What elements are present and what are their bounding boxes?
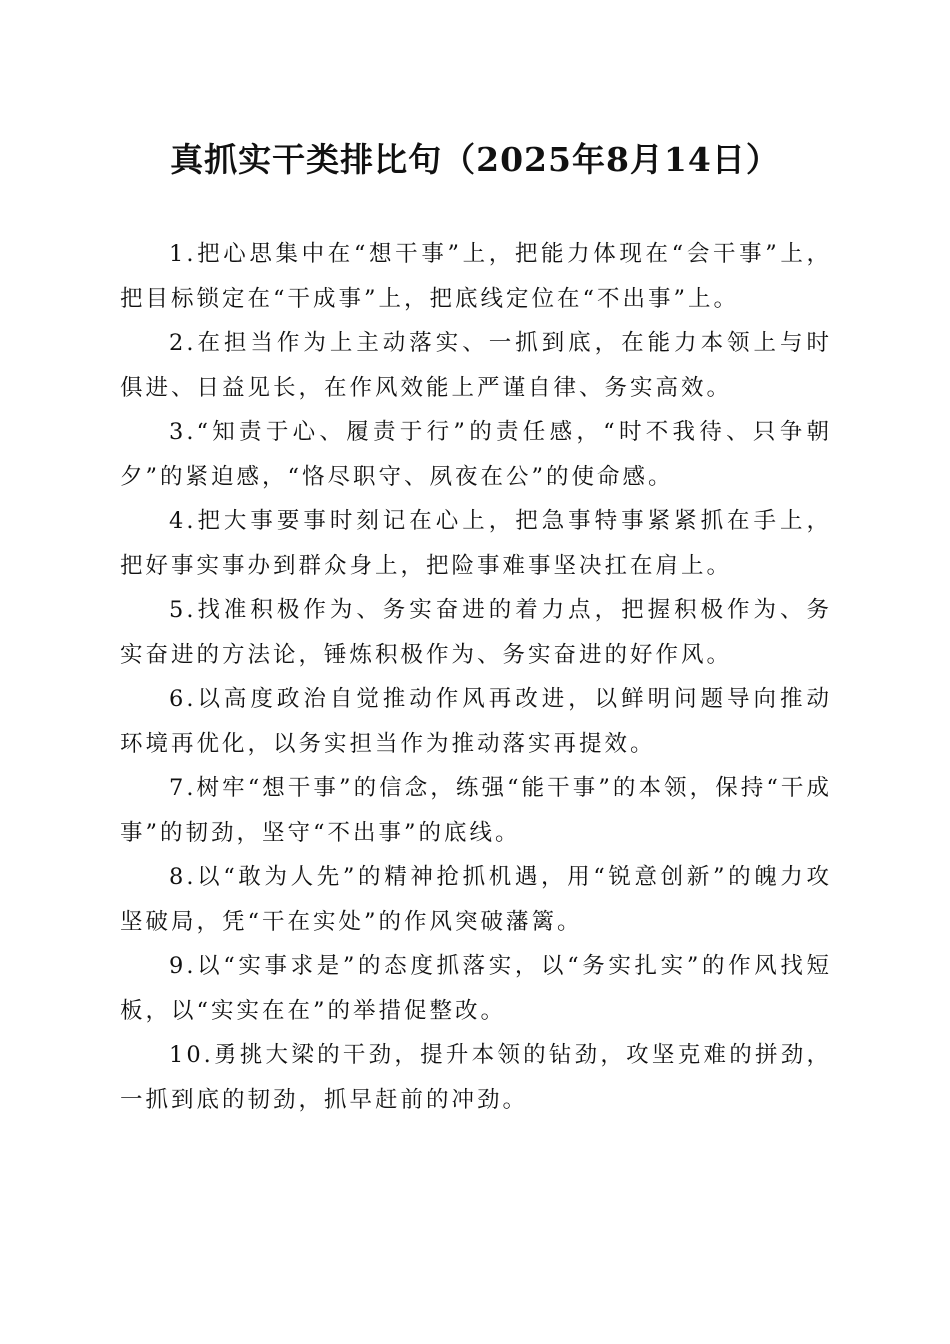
document-body [120, 232, 832, 1122]
paragraph-5: 5.找准积极作为、务实奋进的着力点，把握积极作为、务实奋进的方法论，锤炼积极作为、务实奋进的好作风。 [120, 597, 832, 668]
paragraph-2: 2.在担当作为上主动落实、一抓到底，在能力本领上与时俱进、日益见长，在作风效能上严谨自律、务实高效。 [120, 330, 832, 401]
paragraph-10: 10.勇挑大梁的干劲，提升本领的钻劲，攻坚克难的拼劲，一抓到底的韧劲，抓早赶前的冲劲。 [120, 1042, 832, 1113]
paragraph-8: 8.以“敢为人先”的精神抢抓机遇，用“锐意创新”的魄力攻坚破局，凭“干在实处”的作风突破藩篱。 [120, 864, 832, 935]
paragraph-1: 1.把心思集中在“想干事”上，把能力体现在“会干事”上，把目标锁定在“干成事”上，把底线定位在“不出事”上。 [120, 241, 832, 312]
paragraph-7: 7.树牢“想干事”的信念，练强“能干事”的本领，保持“干成事”的韧劲，坚守“不出事”的底线。 [120, 775, 832, 846]
document-title: 真抓实干类排比句（2025年8月14日） [170, 140, 780, 179]
paragraph-9: 9.以“实事求是”的态度抓落实，以“务实扎实”的作风找短板，以“实实在在”的举措促整改。 [120, 953, 832, 1024]
paragraph-6: 6.以高度政治自觉推动作风再改进，以鲜明问题导向推动环境再优化，以务实担当作为推动落实再提效。 [120, 686, 832, 757]
paragraph-4: 4.把大事要事时刻记在心上，把急事特事紧紧抓在手上，把好事实事办到群众身上，把险事难事坚决扛在肩上。 [120, 508, 832, 579]
paragraph-3: 3.“知责于心、履责于行”的责任感，“时不我待、只争朝夕”的紧迫感，“恪尽职守、夙夜在公”的使命感。 [120, 419, 832, 490]
